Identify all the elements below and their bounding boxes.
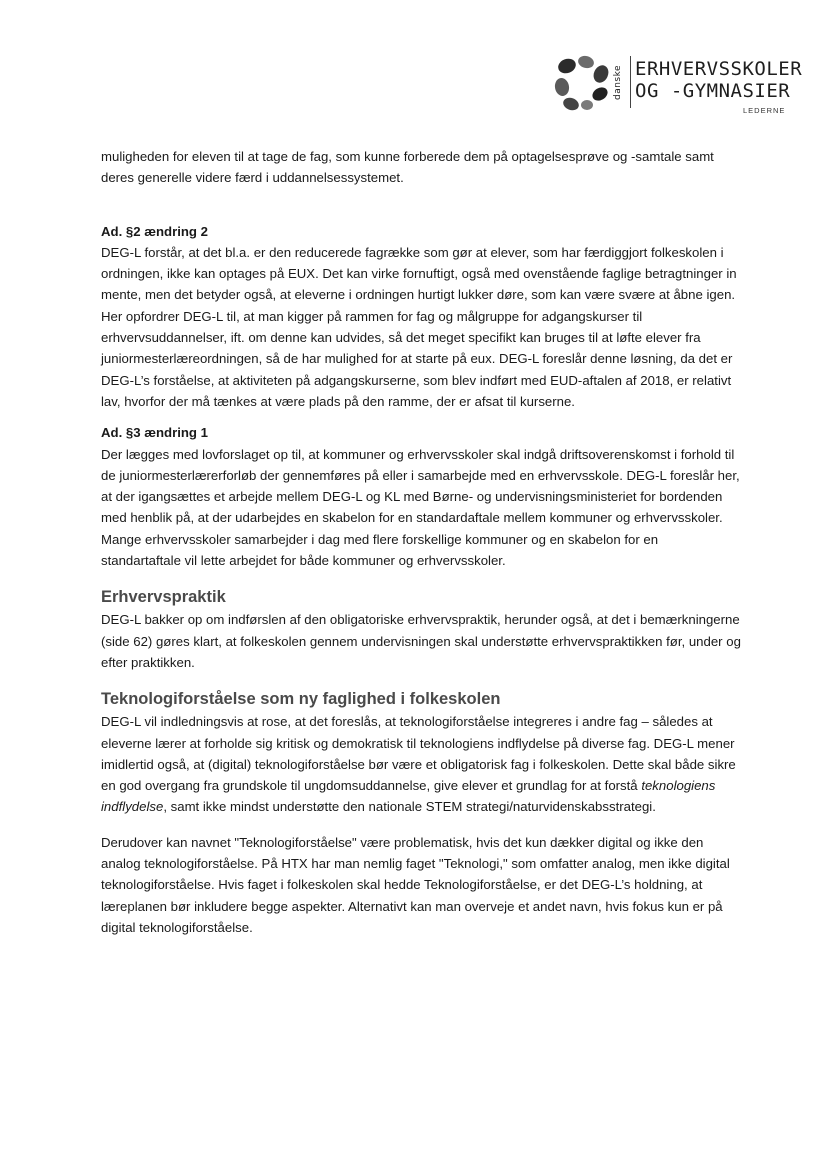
intro-paragraph: muligheden for eleven til at tage de fag, som kunne forberede dem på optagelsesprøve og -samtale samt deres generelle videre færd i uddannelsessystemet. (101, 149, 714, 186)
erhvervspraktik-paragraph: DEG-L bakker op om indførslen af den obligatoriske erhvervspraktik, herunder også, at det i bemærkningerne (side 62) gøres klart, at folkeskolen gennem undervisningen skal understøtte erhvervspraktikken før, under og efter praktikken. (101, 612, 741, 670)
logo-danske-text: danske (613, 64, 623, 100)
teknologi-heading: Teknologiforståelse som ny faglighed i folkeskolen (101, 690, 501, 709)
teknologi-italic-text: teknologiens indflydelse (101, 778, 716, 815)
logo-divider (630, 56, 631, 108)
ad3-heading: Ad. §3 ændring 1 (101, 425, 208, 441)
ad3-paragraph: Der lægges med lovforslaget op til, at kommuner og erhvervsskoler skal indgå driftsoverenskomst i forhold til de juniormesterlærerforløb der gennemføres på eller i samarbejde med en erhvervsskole. DEG-L foreslår her, at der igangsættes et arbejde mellem DEG-L og KL med Børne- og undervisningsministeriet for bordenden med henblik på, at der udarbejdes en skabelon for en standardaftale mellem kommuner og erhvervsskoler. Mange erhvervsskoler samarbejder i dag med flere forskellige kommuner og en skabelon for en standartaftale vil lette arbejdet for både kommuner og erhvervsskoler. (101, 446, 740, 569)
ad2-paragraph: DEG-L forstår, at det bl.a. er den reducerede fagrække som gør at elever, som har færdiggjort folkeskolen i ordningen, ikke kan optages på EUX. Det kan virke fornuftigt, også med ovenstående faglige betragtninger in mente, men det betyder også, at eleverne i ordningen hurtigt lukker døre, som kan være svære at åbne igen. Her opfordrer DEG-L til, at man kigger på rammen for fag og målgruppe for adgangskurser til erhvervsuddannelser, ift. om denne kan udvides, så det meget specifikt kan bruges til at løfte elever fra juniormesterlæreordningen, så de har mulighed for at starte på eux. DEG-L foreslår denne løsning, da det er DEG-L’s forståelse, at aktiviteten på adgangskurserne, som blev indført med EUD-aftalen af 2018, er relativt lav, hvorfor der må tænkes at være plads på den ramme, der er afsat til kurserne. (101, 244, 737, 409)
erhvervspraktik-heading: Erhvervspraktik (101, 588, 226, 607)
teknologi-text-after: , samt ikke mindst understøtte den nationale STEM strategi/naturvidenskabsstrategi. (163, 799, 656, 815)
document-body (101, 146, 741, 938)
organization-logo (553, 50, 803, 120)
stones-logo-icon (553, 54, 611, 112)
logo-title-line1: ERHVERVSSKOLER (635, 58, 803, 80)
teknologi-text-before: DEG-L vil indledningsvis at rose, at det foreslås, at teknologiforståelse integreres i andre fag – således at eleverne lærer at forholde sig kritisk og demokratisk til teknologiens indflydelse på diverse fag. DEG-L mener imidlertid også, at (digital) teknologiforståelse bør være et obligatorisk fag i folkeskolen. Dette skal både sikre en god overgang fra grundskole til ungdomsuddannelse, give elever et grundlag for at forstå (101, 714, 736, 794)
teknologi-paragraph-2: Derudover kan navnet "Teknologiforståelse" være problematisk, hvis det kun dækker digital og ikke den analog teknologiforståelse. På HTX har man nemlig faget "Teknologi," som omfatter analog, men ikke digital teknologiforståelse. Hvis faget i folkeskolen skal hedde Teknologiforståelse, er det DEG-L’s holdning, at læreplanen bør inkludere begge aspekter. Alternativt kan man overveje et andet navn, hvis fokus kun er på digital teknologiforståelse. (101, 834, 730, 935)
teknologi-paragraph (101, 711, 741, 817)
ad2-heading: Ad. §2 ændring 2 (101, 223, 208, 239)
logo-title-line2: OG -GYMNASIER (635, 80, 791, 102)
logo-subtitle: LEDERNE (743, 106, 786, 115)
